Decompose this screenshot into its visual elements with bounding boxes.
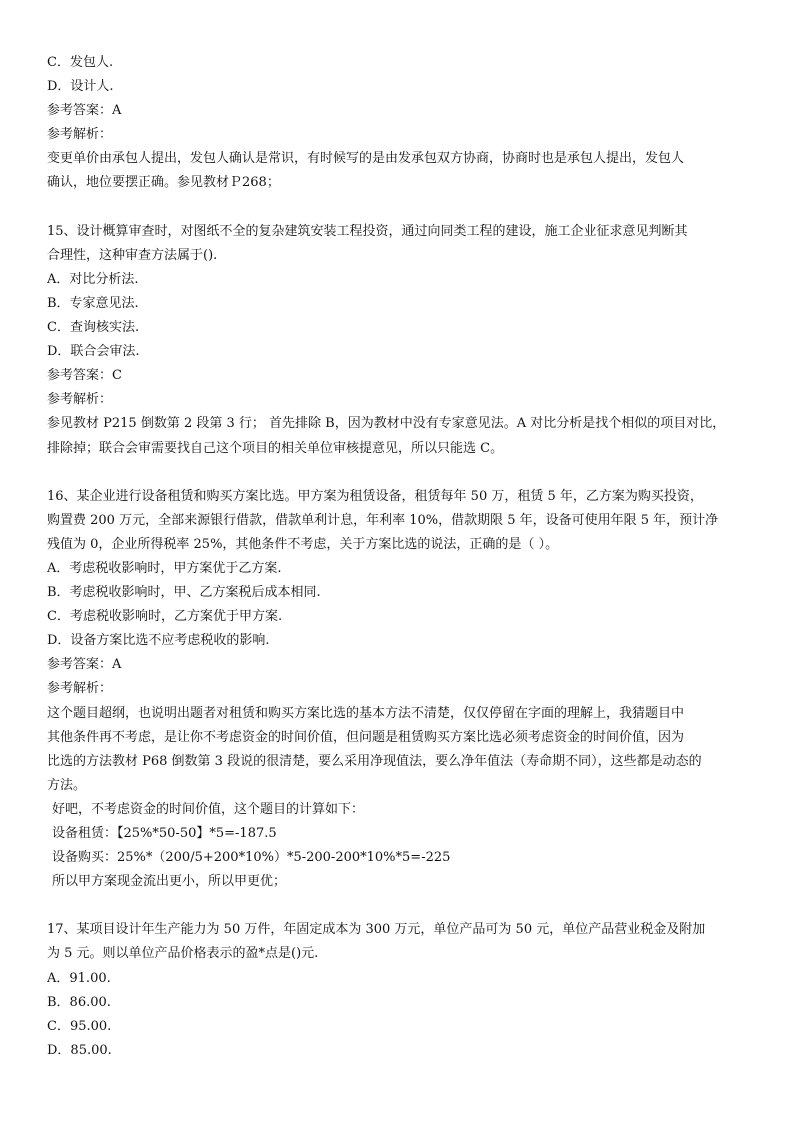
q15-option-b: B．专家意见法. [47,295,139,311]
q14-analysis-line-1: 变更单价由承包人提出，发包人确认是常识，有时候写的是由发承包双方协商，协商时也是承包人提出，发包人 [47,151,685,167]
spacer [47,461,757,485]
q16-stem-line-3: 残值为 0，企业所得税率 25%，其他条件不考虑，关于方案比选的说法，正确的是（ ）。 [47,536,559,552]
q14-option-c: C．发包人. [47,55,114,70]
q15-analysis-label: 参考解析： [47,392,113,408]
q16-option-d: D．设备方案比选不应考虑税收的影响. [47,633,270,649]
q16-stem-line-2: 购置费 200 万元，全部来源银行借款，借款单利计息，年利率 10%，借款期限 5 年，设备可使用年限 5 年，预计净 [47,512,719,528]
q16-option-a: A．考虑税收影响时，甲方案优于乙方案. [47,560,282,576]
spacer [47,196,757,220]
document-page [47,51,757,1063]
q16-conclusion: 所以甲方案现金流出更小，所以甲更优； [52,874,287,890]
q15-answer: 参考答案：C [47,368,122,384]
q15-analysis-line-1: 参见教材 P215 倒数第 2 段第 3 行； 首先排除 B，因为教材中没有专家意见法。A 对比分析是找个相似的项目对比， [47,416,726,432]
q15-option-d: D．联合会审法. [47,344,140,360]
q16-analysis-line-2: 其他条件再不考虑，是让你不考虑资金的时间价值，但问题是租赁购买方案比选必须考虑资金的时间价值，因为 [47,729,685,745]
q14-analysis-label: 参考解析： [47,127,113,143]
q15-stem-line-1: 15、设计概算审查时，对图纸不全的复杂建筑安装工程投资，通过向同类工程的建设，施工企业征求意见判断其 [47,223,688,239]
q16-option-c: C．考虑税收影响时，乙方案优于甲方案. [47,609,283,625]
q14-option-d: D．设计人. [47,79,114,95]
q17-option-c: C．95.00. [47,1018,112,1034]
q15-option-c: C．查询核实法. [47,320,140,336]
spacer [47,894,757,918]
q17-stem-line-2: 为 5 元。则以单位产品价格表示的盈*点是()元. [47,946,319,962]
q16-calc-lease: 设备租赁：【25%*50-50】*5=-187.5 [52,826,277,841]
question-16 [47,485,757,895]
question-15 [47,220,757,461]
q14-analysis-line-2: 确认，地位要摆正确。参见教材Ｐ268； [47,175,280,191]
q17-option-a: A．91.00. [47,970,111,986]
q16-analysis-line-1: 这个题目超纲，也说明出题者对租赁和购买方案比选的基本方法不清楚，仅仅停留在字面的理解上，我猜题目中 [47,705,685,721]
q15-stem-line-2: 合理性，这种审查方法属于(). [47,247,218,263]
q16-analysis-line-3: 比选的方法教材 P68 倒数第 3 段说的很清楚，要么采用净现值法，要么净年值法（寿命期不同），这些都是动态的 [47,753,702,769]
q16-analysis-line-4: 方法。 [47,777,87,793]
q16-stem-line-1: 16、某企业进行设备租赁和购买方案比选。甲方案为租赁设备，租赁每年 50 万，租赁 5 年，乙方案为购买投资， [47,488,703,504]
q17-stem-line-1: 17、某项目设计年生产能力为 50 万件，年固定成本为 300 万元，单位产品可为 50 元，单位产品营业税金及附加 [47,922,706,938]
q15-analysis-line-2: 排除掉；联合会审需要找自己这个项目的相关单位审核提意见，所以只能选 C。 [47,440,504,456]
q16-option-b: B．考虑税收影响时，甲、乙方案税后成本相同. [47,585,321,601]
q16-answer: 参考答案：A [47,657,122,673]
q16-calc-buy: 设备购买：25%*（200/5+200*10%）*5-200-200*10%*5=-225 [52,850,451,866]
q15-option-a: A．对比分析法. [47,271,139,287]
q17-option-b: B．86.00. [47,994,111,1010]
question-17 [47,918,757,1063]
question-14-tail [47,51,757,196]
q16-calc-intro: 好吧，不考虑资金的时间价值，这个题目的计算如下： [52,801,365,817]
q14-answer: 参考答案：A [47,103,122,119]
q16-analysis-label: 参考解析： [47,681,113,697]
q17-option-d: D．85.00. [47,1042,112,1058]
